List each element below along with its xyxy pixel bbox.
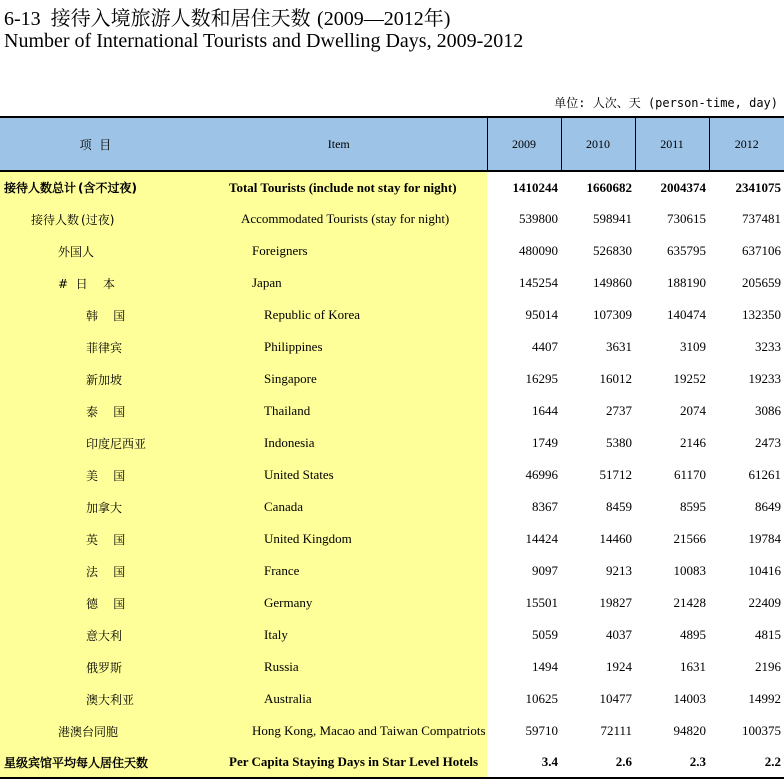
row-label-cn bbox=[0, 267, 191, 299]
value-cell-2010: 14460 bbox=[599, 531, 632, 546]
row-label-en: Total Tourists (include not stay for night) bbox=[191, 171, 487, 203]
value-cell-2012: 2196 bbox=[755, 659, 781, 674]
row-label-cn bbox=[0, 395, 191, 427]
header-row bbox=[0, 117, 784, 171]
row-label-cn bbox=[0, 555, 191, 587]
statistics-table bbox=[0, 116, 784, 779]
row-label-cn bbox=[0, 619, 191, 651]
value-cell-2012: 132350 bbox=[742, 307, 781, 322]
row-label-en: Philippines bbox=[191, 331, 487, 363]
value-cell-2009: 16295 bbox=[525, 371, 558, 386]
row-label-cn bbox=[0, 491, 191, 523]
row-label-en: Thailand bbox=[191, 395, 487, 427]
row-label-en: Hong Kong, Macao and Taiwan Compatriots bbox=[191, 715, 487, 747]
row-label-cn-text: # 日 本 bbox=[58, 276, 115, 291]
table-row bbox=[0, 267, 784, 299]
row-label-cn-text: 韩 国 bbox=[86, 308, 126, 323]
value-cell-2011: 730615 bbox=[667, 211, 706, 226]
value-cell-2011: 3109 bbox=[680, 339, 706, 354]
row-label-cn bbox=[0, 747, 191, 778]
value-cell-2009: 95014 bbox=[525, 307, 558, 322]
value-cell-2011: 140474 bbox=[667, 307, 706, 322]
row-label-cn-text: 德 国 bbox=[86, 596, 126, 611]
row-label-cn bbox=[0, 203, 191, 235]
table-row bbox=[0, 363, 784, 395]
table-row bbox=[0, 555, 784, 587]
value-cell-2011: 188190 bbox=[667, 275, 706, 290]
row-label-cn bbox=[0, 715, 191, 747]
value-cell-2010: 51712 bbox=[599, 467, 632, 482]
table-row bbox=[0, 331, 784, 363]
row-label-cn-text: 接待人数总计 bbox=[4, 181, 77, 195]
value-cell-2012: 637106 bbox=[742, 243, 781, 258]
page-title-cn bbox=[4, 2, 450, 31]
row-label-cn bbox=[0, 171, 191, 203]
value-cell-2012: 61261 bbox=[748, 467, 781, 482]
value-cell-2012: 3086 bbox=[755, 403, 781, 418]
row-label-cn-text: 星级宾馆平均每人居住天数 bbox=[4, 755, 149, 770]
row-label-cn bbox=[0, 363, 191, 395]
value-cell-2010: 149860 bbox=[593, 275, 632, 290]
row-label-en: Indonesia bbox=[191, 427, 487, 459]
row-label-en: Canada bbox=[191, 491, 487, 523]
unit-label: 单位: 人次、天 (person-time, day) bbox=[554, 96, 778, 110]
value-cell-2012: 19784 bbox=[748, 531, 781, 546]
value-cell-2011: 1631 bbox=[680, 659, 706, 674]
row-label-cn-text: 意大利 bbox=[86, 628, 123, 643]
value-cell-2010: 1924 bbox=[606, 659, 632, 674]
row-label-cn-text: 新加坡 bbox=[86, 372, 123, 387]
value-cell-2012: 8649 bbox=[755, 499, 781, 514]
value-cell-2009: 539800 bbox=[519, 211, 558, 226]
value-cell-2009: 14424 bbox=[525, 531, 558, 546]
value-cell-2011: 21428 bbox=[673, 595, 706, 610]
value-cell-2010: 3631 bbox=[606, 339, 632, 354]
header-year-2012: 2012 bbox=[709, 117, 784, 171]
row-label-cn-text: 俄罗斯 bbox=[86, 660, 123, 675]
table-row bbox=[0, 459, 784, 491]
value-cell-2009: 3.4 bbox=[487, 747, 561, 778]
row-label-en: Italy bbox=[191, 619, 487, 651]
value-cell-2011: 21566 bbox=[673, 531, 706, 546]
value-cell-2011: 2146 bbox=[680, 435, 706, 450]
page-title-en: Number of International Tourists and Dwelling Days, 2009-2012 bbox=[4, 30, 524, 52]
value-cell-2010: 10477 bbox=[599, 691, 632, 706]
row-label-en: France bbox=[191, 555, 487, 587]
value-cell-2012: 10416 bbox=[748, 563, 781, 578]
row-label-en: Republic of Korea bbox=[191, 299, 487, 331]
row-label-cn bbox=[0, 427, 191, 459]
value-cell-2012: 14992 bbox=[748, 691, 781, 706]
row-label-cn-text: 美 国 bbox=[86, 468, 126, 483]
value-cell-2010: 526830 bbox=[593, 243, 632, 258]
header-year-2011: 2011 bbox=[635, 117, 709, 171]
row-label-cn-text: 外国人 bbox=[58, 244, 95, 259]
value-cell-2011: 19252 bbox=[673, 371, 706, 386]
value-cell-2011: 61170 bbox=[673, 467, 706, 482]
row-label-cn-text: 印度尼西亚 bbox=[86, 436, 147, 451]
value-cell-2010: 72111 bbox=[600, 723, 632, 738]
value-cell-2009: 145254 bbox=[519, 275, 558, 290]
value-cell-2012: 2.2 bbox=[709, 747, 784, 778]
header-cn-text: 项 目 bbox=[79, 137, 112, 152]
value-cell-2009: 1644 bbox=[532, 403, 558, 418]
row-label-cn bbox=[0, 235, 191, 267]
value-cell-2009: 9097 bbox=[532, 563, 558, 578]
table-row bbox=[0, 587, 784, 619]
value-cell-2011: 14003 bbox=[673, 691, 706, 706]
value-cell-2011: 635795 bbox=[667, 243, 706, 258]
value-cell-2010: 2737 bbox=[606, 403, 632, 418]
row-label-cn-paren: (过夜) bbox=[81, 212, 115, 227]
header-en bbox=[191, 117, 487, 171]
row-label-en: Russia bbox=[191, 651, 487, 683]
header-year-2010: 2010 bbox=[561, 117, 635, 171]
value-cell-2010: 5380 bbox=[606, 435, 632, 450]
row-label-cn bbox=[0, 587, 191, 619]
row-label-cn-text: 接待人数 bbox=[31, 212, 80, 227]
value-cell-2009: 10625 bbox=[525, 691, 558, 706]
row-label-cn bbox=[0, 523, 191, 555]
value-cell-2011: 10083 bbox=[673, 563, 706, 578]
table-row bbox=[0, 619, 784, 651]
value-cell-2012: 22409 bbox=[748, 595, 781, 610]
row-label-en: Japan bbox=[191, 267, 487, 299]
row-label-cn-text: 菲律宾 bbox=[86, 340, 123, 355]
value-cell-2010: 598941 bbox=[593, 211, 632, 226]
value-cell-2012: 737481 bbox=[742, 211, 781, 226]
table-row bbox=[0, 715, 784, 747]
row-label-en: Australia bbox=[191, 683, 487, 715]
value-cell-2009: 46996 bbox=[525, 467, 558, 482]
value-cell-2009: 4407 bbox=[532, 339, 558, 354]
row-label-cn-text: 法 国 bbox=[86, 564, 126, 579]
row-label-cn-text: 港澳台同胞 bbox=[58, 724, 119, 739]
value-cell-2012: 19233 bbox=[748, 371, 781, 386]
value-cell-2010: 4037 bbox=[606, 627, 632, 642]
value-cell-2009: 480090 bbox=[519, 243, 558, 258]
row-label-en: Accommodated Tourists (stay for night) bbox=[191, 203, 487, 235]
table-row bbox=[0, 427, 784, 459]
table-row bbox=[0, 491, 784, 523]
row-label-cn bbox=[0, 459, 191, 491]
value-cell-2011: 2.3 bbox=[635, 747, 709, 778]
row-label-cn-text: 澳大利亚 bbox=[86, 692, 135, 707]
table-row bbox=[0, 235, 784, 267]
value-cell-2011: 2074 bbox=[680, 403, 706, 418]
row-label-en: Foreigners bbox=[191, 235, 487, 267]
row-label-cn-paren: (含不过夜) bbox=[78, 181, 137, 195]
value-cell-2010: 16012 bbox=[599, 371, 632, 386]
header-cn bbox=[0, 117, 191, 171]
row-label-cn-text: 加拿大 bbox=[86, 500, 123, 515]
value-cell-2010: 19827 bbox=[599, 595, 632, 610]
value-cell-2010: 9213 bbox=[606, 563, 632, 578]
row-label-en: Germany bbox=[191, 587, 487, 619]
title-cn-text: 接待入境旅游人数和居住天数 bbox=[50, 6, 311, 30]
table-row bbox=[0, 395, 784, 427]
row-label-cn bbox=[0, 299, 191, 331]
value-cell-2011: 8595 bbox=[680, 499, 706, 514]
row-label-en: Singapore bbox=[191, 363, 487, 395]
value-cell-2012: 205659 bbox=[742, 275, 781, 290]
row-label-cn bbox=[0, 331, 191, 363]
table-row bbox=[0, 171, 784, 203]
row-label-en: United Kingdom bbox=[191, 523, 487, 555]
value-cell-2010: 2.6 bbox=[561, 747, 635, 778]
title-years: (2009—2012年) bbox=[317, 8, 451, 30]
row-label-cn-text: 泰 国 bbox=[86, 404, 126, 419]
table-row bbox=[0, 203, 784, 235]
row-label-cn bbox=[0, 651, 191, 683]
table-row bbox=[0, 747, 784, 778]
value-cell-2012: 2473 bbox=[755, 435, 781, 450]
value-cell-2009: 15501 bbox=[525, 595, 558, 610]
value-cell-2011: 94820 bbox=[673, 723, 706, 738]
header-year-2009: 2009 bbox=[487, 117, 561, 171]
header-en-text: Item bbox=[327, 136, 350, 151]
table-row bbox=[0, 299, 784, 331]
value-cell-2010: 1660682 bbox=[586, 179, 632, 195]
table-row bbox=[0, 651, 784, 683]
row-label-en: United States bbox=[191, 459, 487, 491]
value-cell-2009: 1749 bbox=[532, 435, 558, 450]
value-cell-2012: 3233 bbox=[755, 339, 781, 354]
value-cell-2011: 2004374 bbox=[660, 179, 706, 195]
row-label-cn-text: 英 国 bbox=[86, 532, 126, 547]
value-cell-2010: 107309 bbox=[593, 307, 632, 322]
value-cell-2012: 4815 bbox=[755, 627, 781, 642]
row-label-en: Per Capita Staying Days in Star Level Hotels bbox=[191, 747, 487, 778]
value-cell-2009: 5059 bbox=[532, 627, 558, 642]
table-number: 6-13 bbox=[4, 8, 41, 30]
table-row bbox=[0, 523, 784, 555]
table-row bbox=[0, 683, 784, 715]
value-cell-2010: 8459 bbox=[606, 499, 632, 514]
value-cell-2009: 8367 bbox=[532, 499, 558, 514]
value-cell-2012: 2341075 bbox=[735, 179, 781, 195]
value-cell-2009: 1410244 bbox=[512, 179, 558, 195]
value-cell-2009: 59710 bbox=[525, 723, 558, 738]
value-cell-2011: 4895 bbox=[680, 627, 706, 642]
value-cell-2012: 100375 bbox=[742, 723, 781, 738]
value-cell-2009: 1494 bbox=[532, 659, 558, 674]
row-label-cn bbox=[0, 683, 191, 715]
